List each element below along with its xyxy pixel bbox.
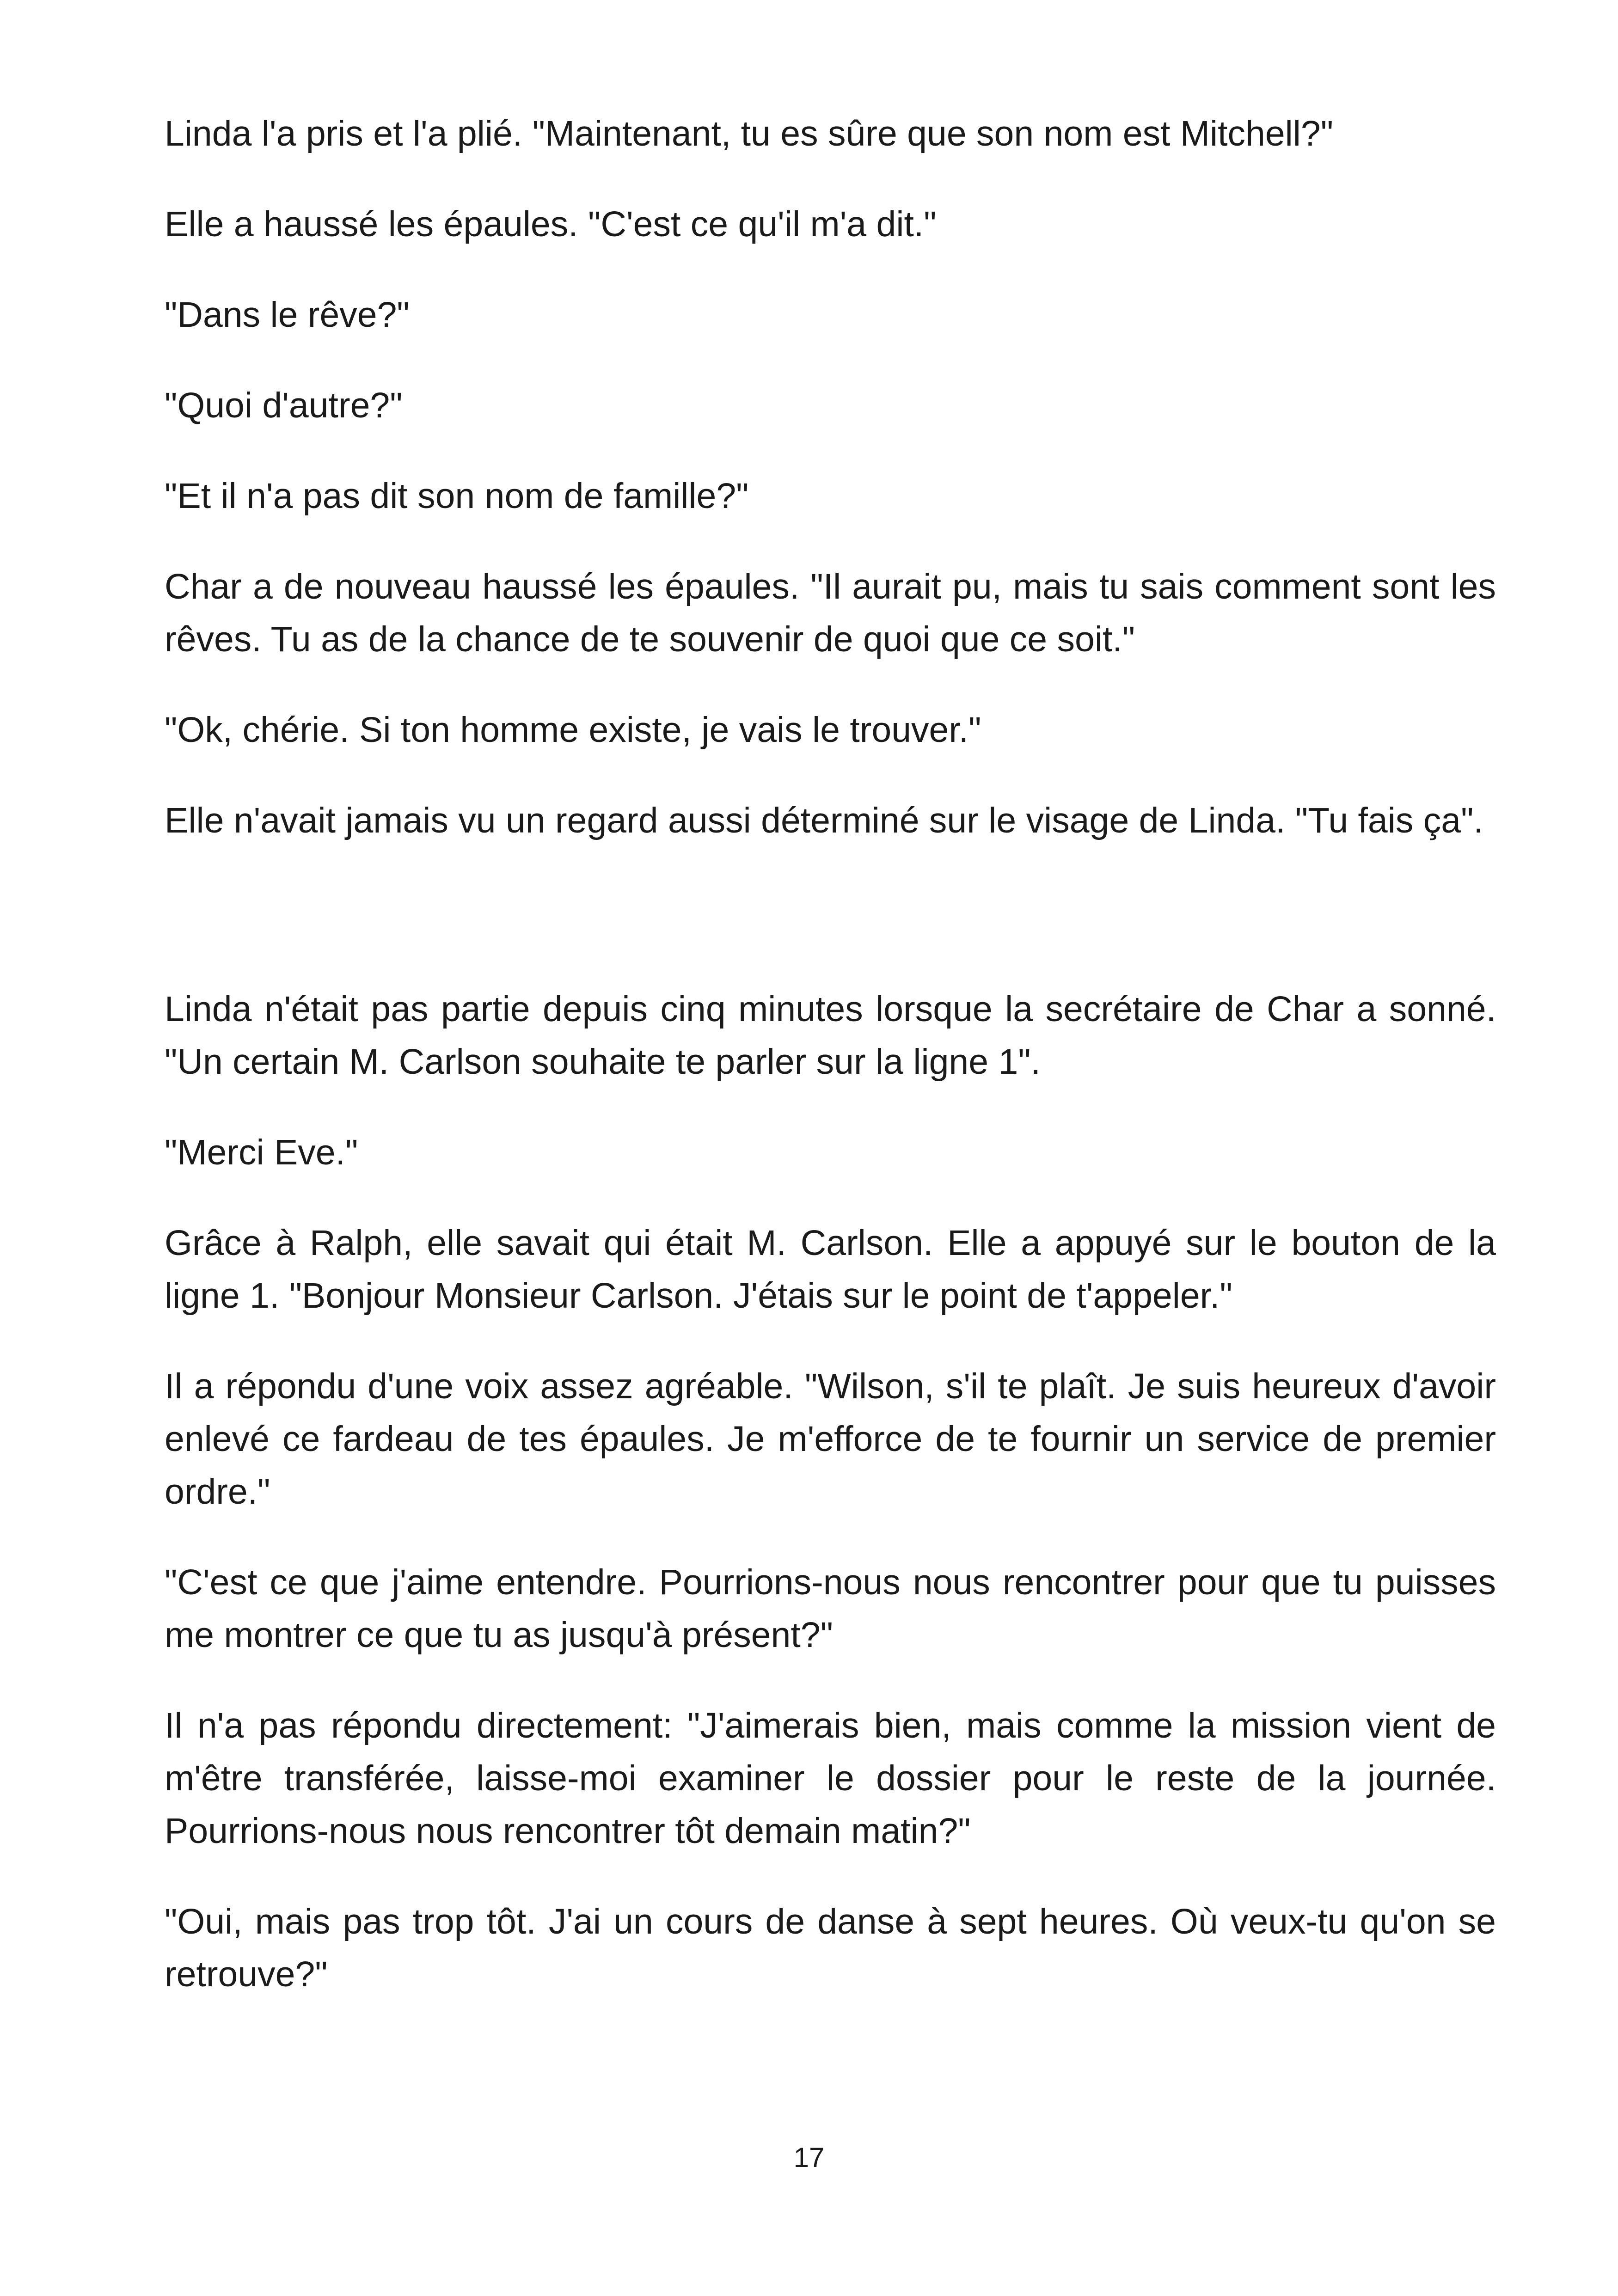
paragraph: "Et il n'a pas dit son nom de famille?" — [165, 476, 749, 516]
page-number: 17 — [793, 2142, 825, 2173]
paragraph: Il a répondu d'une voix assez agréable. "Wilson, s'il te plaît. Je suis heureux d'avoir enlevé ce fardeau de tes épaules. Je m'efforce de te fournir un service de premier ordre." — [165, 1366, 1496, 1512]
paragraph: "Merci Eve." — [165, 1133, 358, 1172]
paragraph: "Oui, mais pas trop tôt. J'ai un cours de danse à sept heures. Où veux-tu qu'on se retrouve?" — [165, 1902, 1496, 1994]
paragraph: Linda l'a pris et l'a plié. "Maintenant, tu es sûre que son nom est Mitchell?" — [165, 114, 1334, 153]
paragraph: Grâce à Ralph, elle savait qui était M. Carlson. Elle a appuyé sur le bouton de la ligne 1. "Bonjour Monsieur Carlson. J'étais sur le point de t'appeler." — [165, 1223, 1496, 1316]
paragraph: Il n'a pas répondu directement: "J'aimerais bien, mais comme la mission vient de m'être transférée, laisse-moi examiner le dossier pour le reste de la journée. Pourrions-nous nous rencontrer tôt demain matin?" — [165, 1706, 1496, 1851]
paragraph: Elle n'avait jamais vu un regard aussi déterminé sur le visage de Linda. "Tu fais ça". — [165, 801, 1483, 840]
paragraph: Elle a haussé les épaules. "C'est ce qu'il m'a dit." — [165, 204, 937, 244]
paragraph: Linda n'était pas partie depuis cinq minutes lorsque la secrétaire de Char a sonné. "Un certain M. Carlson souhaite te parler sur la ligne 1". — [165, 989, 1496, 1082]
paragraph: "C'est ce que j'aime entendre. Pourrions-nous nous rencontrer pour que tu puisses me montrer ce que tu as jusqu'à présent?" — [165, 1562, 1496, 1655]
paragraph: "Dans le rêve?" — [165, 295, 410, 335]
paragraph: "Ok, chérie. Si ton homme existe, je vais le trouver." — [165, 710, 981, 750]
paragraph: Char a de nouveau haussé les épaules. "Il aurait pu, mais tu sais comment sont les rêves. Tu as de la chance de te souvenir de quoi que ce soit." — [165, 567, 1496, 659]
paragraph: "Quoi d'autre?" — [165, 386, 403, 425]
body-text — [165, 107, 1496, 2039]
